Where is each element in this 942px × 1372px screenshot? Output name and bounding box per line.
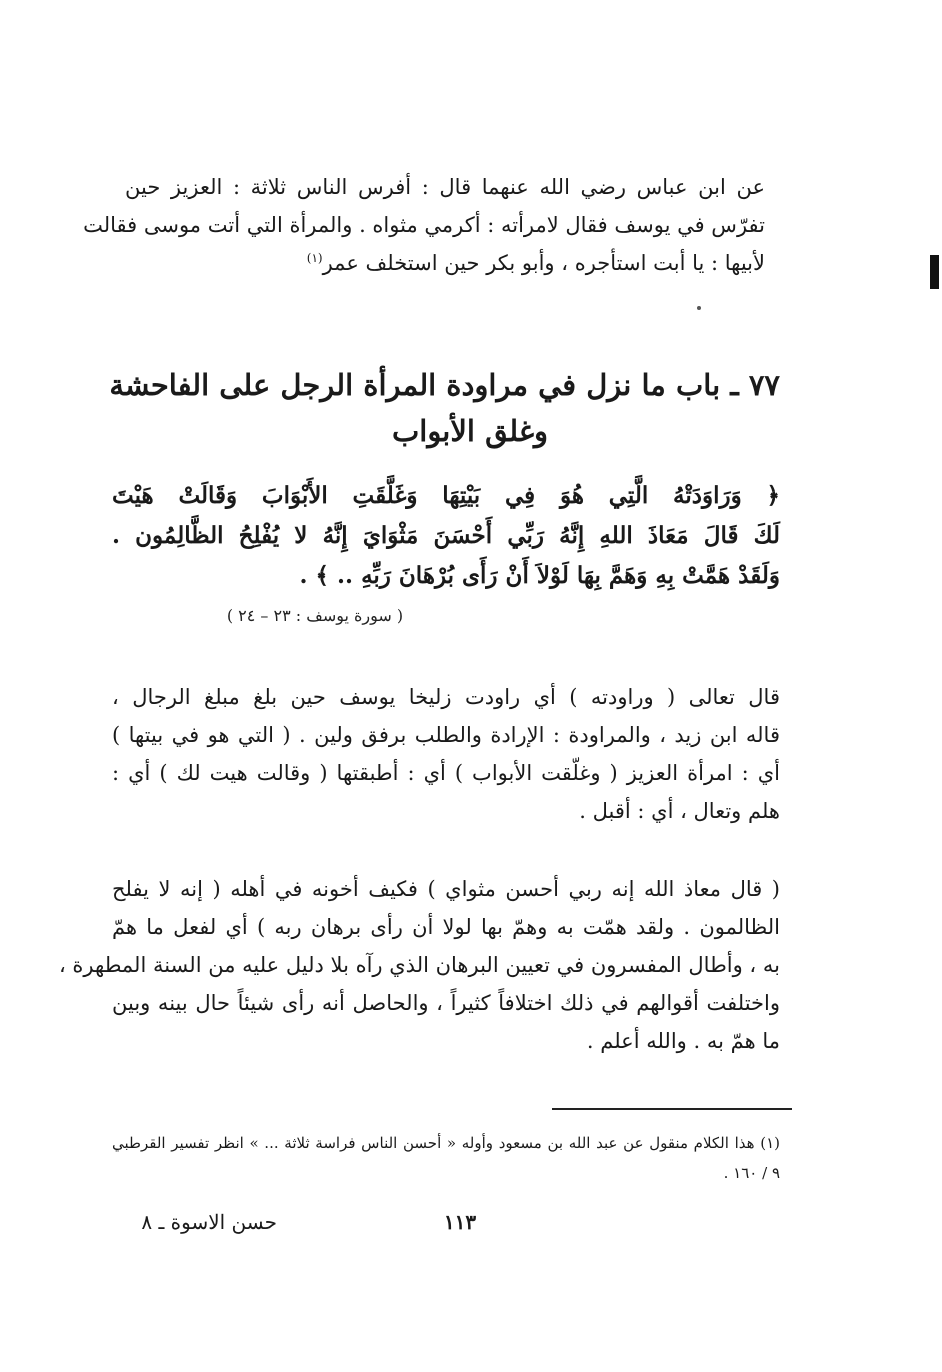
surah-reference: ( سورة يوسف : ٢٣ – ٢٤ ) xyxy=(226,606,404,625)
intro-line-last xyxy=(125,244,765,282)
commentary-line: الظالمون . ولقد همّت به وهمّ بها لولا أن رأى برهان ربه ) أي لفعل ما همّ xyxy=(112,915,780,939)
intro-line-text: لأبيها : يا أبت استأجره ، وأبو بكر حين استخلف عمر xyxy=(322,251,765,275)
intro-paragraph xyxy=(83,168,765,282)
quran-line: وَلَقَدْ هَمَّتْ بِهِ وَهَمَّ بِهَا لَوْلاَ أَنْ رَأَى بُرْهَانَ رَبِّهِ .. ﴾ . xyxy=(299,562,780,589)
intro-line: تفرّس في يوسف فقال لامرأته : أكرمي مثواه . والمرأة التي أتت موسى فقالت xyxy=(83,213,765,237)
running-footer-title: حسن الاسوة ـ ٨ xyxy=(141,1210,277,1234)
quran-verse xyxy=(112,476,780,596)
commentary-line: قال تعالى ( وراودته ) أي راودت زليخا يوسف حين بلغ مبلغ الرجال ، xyxy=(112,685,780,709)
commentary-line: ( قال معاذ الله إنه ربي أحسن مثواي ) فكيف أخونه في أهله ( إنه لا يفلح xyxy=(112,877,780,901)
commentary-paragraph-1 xyxy=(112,678,780,830)
footnote-divider xyxy=(552,1108,792,1110)
footnote-line: ٩ / ١٦٠ . xyxy=(723,1164,780,1182)
footnote xyxy=(112,1128,780,1188)
commentary-line: به ، وأطال المفسرون في تعيين البرهان الذي رآه بلا دليل عليه من السنة المطهرة ، xyxy=(58,953,780,977)
commentary-line: هلم وتعال ، أي : أقبل . xyxy=(579,799,780,823)
ink-dot xyxy=(697,306,701,310)
intro-line: عن ابن عباس رضي الله عنهما قال : أفرس الناس ثلاثة : العزيز حين xyxy=(125,175,765,199)
quran-line: لَكَ قَالَ مَعَاذَ اللهِ إِنَّهُ رَبِّي أَحْسَنَ مَثْوَايَ إِنَّهُ لا يُفْلِحُ الظَّالِمُون . xyxy=(112,522,780,549)
commentary-line: ما همّ به . والله أعلم . xyxy=(586,1029,780,1053)
chapter-heading xyxy=(109,362,780,454)
footnote-marker: (١) xyxy=(306,251,323,265)
commentary-line: أي : امرأة العزيز ( وغلّقت الأبواب ) أي : أطبقتها ( وقالت هيت لك ) أي : xyxy=(112,761,780,785)
commentary-line: قاله ابن زيد ، والمراودة : الإرادة والطلب برفق ولين . ( التي هو في بيتها ) xyxy=(112,723,780,747)
commentary-paragraph-2 xyxy=(58,870,780,1060)
chapter-heading-line: ٧٧ ـ باب ما نزل في مراودة المرأة الرجل على الفاحشة xyxy=(109,368,780,402)
page-number: ١١٣ xyxy=(443,1210,477,1234)
quran-line: ﴿ وَرَاوَدَتْهُ الَّتِي هُوَ فِي بَيْتِهَا وَغَلَّقَتِ الأَبْوَابَ وَقَالَتْ هَيْتَ xyxy=(112,482,780,509)
chapter-heading-line: وغلق الأبواب xyxy=(391,414,549,448)
commentary-line: واختلفت أقوالهم في ذلك اختلافاً كثيراً ، والحاصل أنه رأى شيئاً حال بينه وبين xyxy=(112,991,780,1015)
footnote-line: (١) هذا الكلام منقول عن عبد الله بن مسعود وأوله « أحسن الناس فراسة ثلاثة ... » انظر تفسير القرطبي xyxy=(112,1134,780,1152)
scan-edge-mark xyxy=(930,255,939,289)
